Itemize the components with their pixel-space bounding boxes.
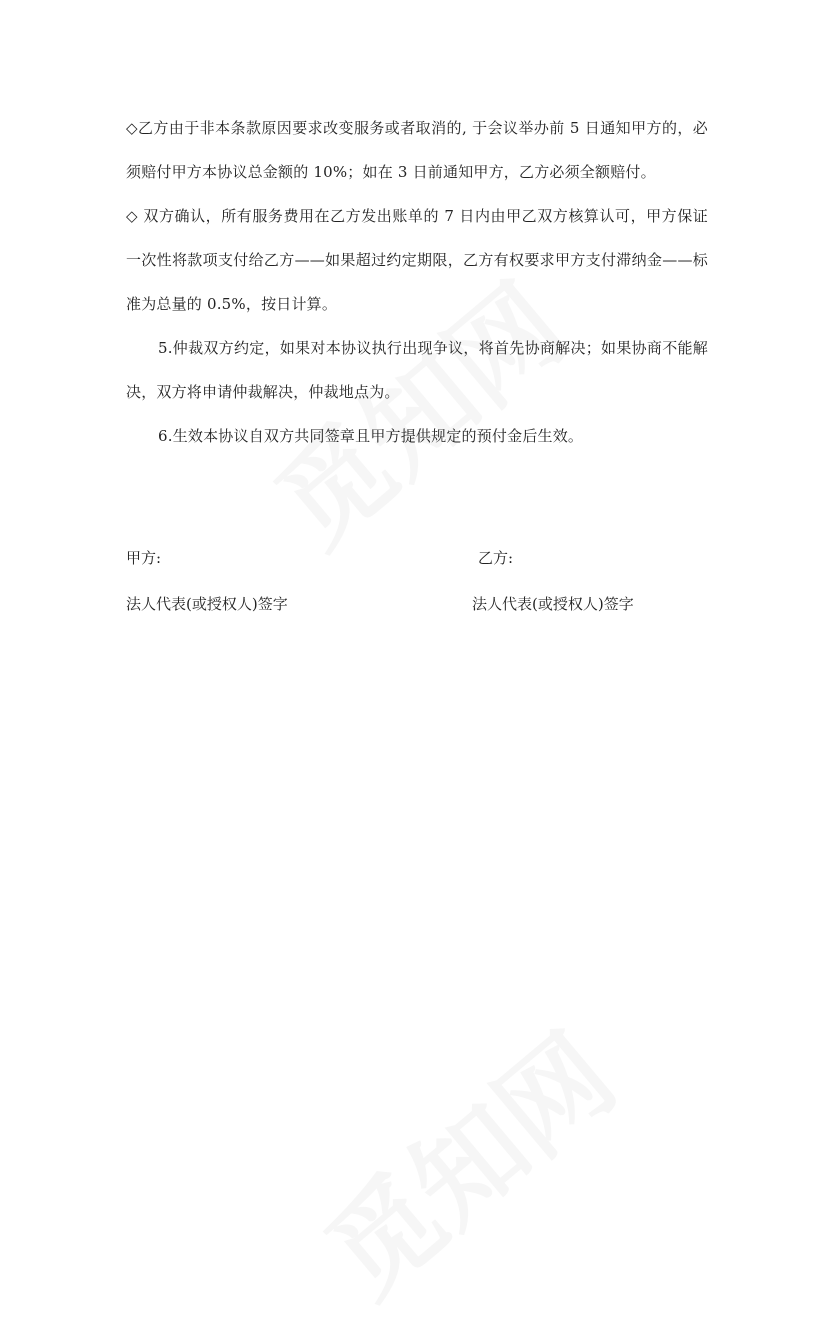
party-a-label: 甲方: [126, 549, 162, 567]
document-body [126, 106, 708, 458]
watermark [288, 992, 642, 1325]
party-a-signature: 法人代表(或授权人)签字 [126, 595, 288, 613]
clause-arbitration: 5.仲裁双方约定，如果对本协议执行出现争议，将首先协商解决；如果协商不能解决，双方将申请仲裁解决，仲裁地点为。 [126, 339, 708, 401]
clause-effective: 6.生效本协议自双方共同签章且甲方提供规定的预付金后生效。 [158, 427, 584, 445]
party-b-signature: 法人代表(或授权人)签字 [472, 595, 634, 613]
party-b-label: 乙方: [478, 549, 514, 567]
clause-payment: ◇ 双方确认，所有服务费用在乙方发出账单的 7 日内由甲乙双方核算认可，甲方保证一次性将款项支付给乙方——如果超过约定期限，乙方有权要求甲方支付滞纳金——标准为总量的 0.5%，按日计算。 [126, 207, 708, 313]
clause-change-cancel: ◇乙方由于非本条款原因要求改变服务或者取消的, 于会议举办前 5 日通知甲方的，必须赔付甲方本协议总金额的 10%；如在 3 日前通知甲方，乙方必须全额赔付。 [126, 119, 708, 181]
